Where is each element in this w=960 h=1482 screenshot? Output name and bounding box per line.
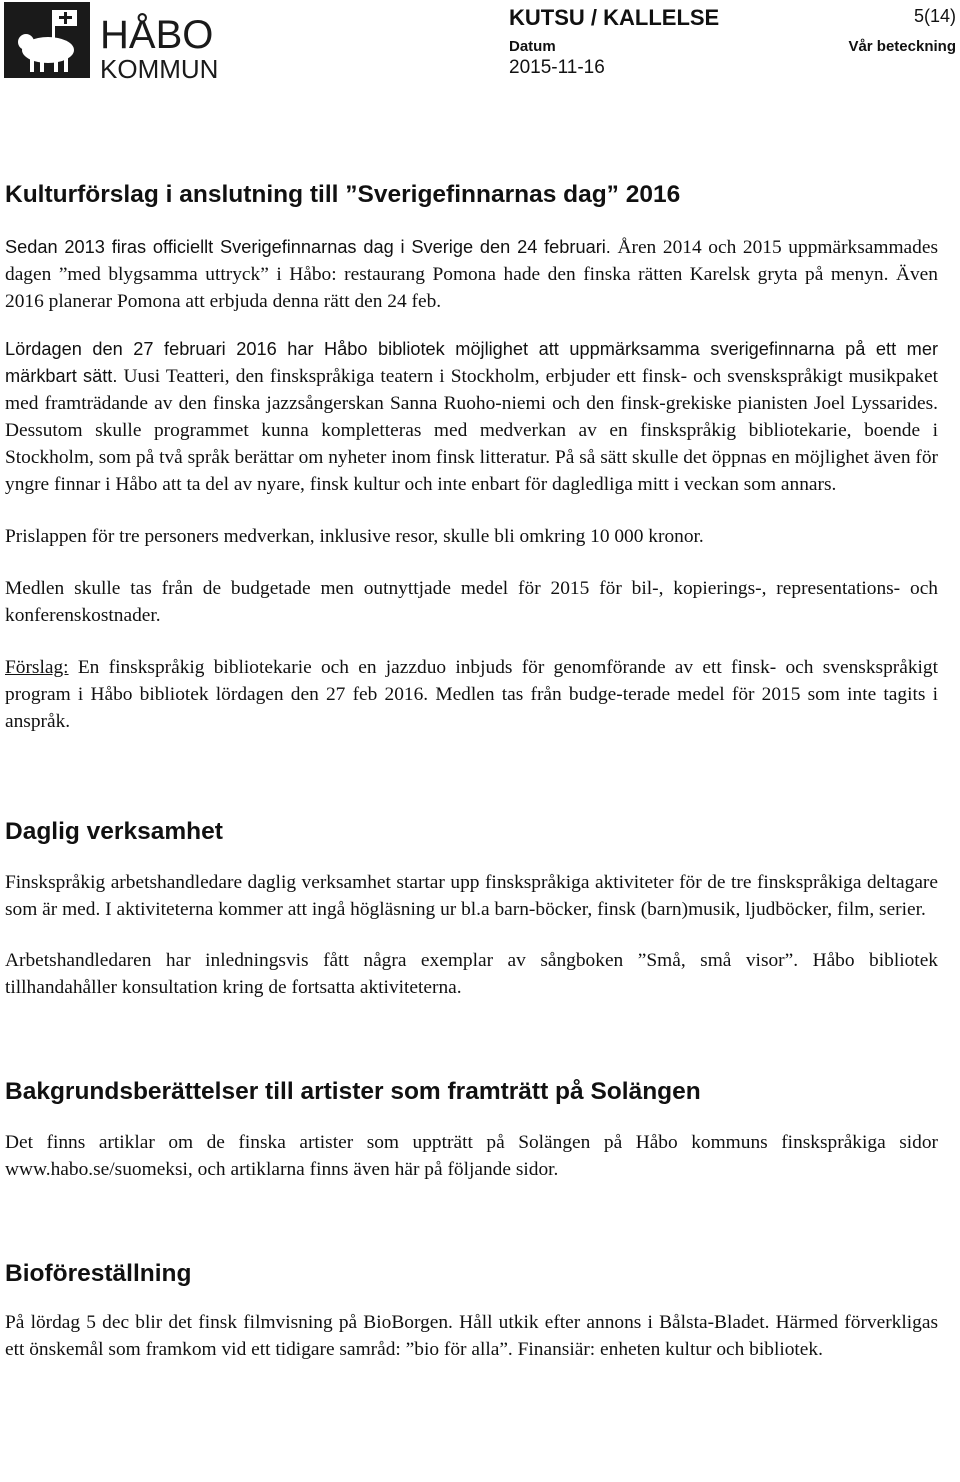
logo-name-line2: KOMMUN: [100, 54, 219, 82]
habo-kommun-logo: [4, 2, 234, 82]
section-title-daglig: Daglig verksamhet: [5, 818, 223, 845]
paragraph-kultur-2: [5, 336, 938, 498]
paragraph-kultur-2-lead: Lördagen den 27 februari 2016 har Håbo bibliotek möjlighet att uppmärksamma sverigefinnarna på ett mer märkbart sätt.: [5, 339, 938, 386]
date-value: 2015-11-16: [509, 57, 605, 78]
proposal-text: En finskspråkig bibliotekarie och en jazzduo inbjuds för genomförande av ett finsk- och svenskspråkigt program i Håbo bibliotek lördagen den 27 feb 2016. Medlen tas från budge-terade medel för 2015 som inte tagits i anspråk.: [5, 657, 938, 732]
paragraph-kultur-1-lead: Sedan 2013 firas officiellt Sverigefinnarnas dag i Sverige den 24 februari.: [5, 237, 611, 257]
paragraph-kultur-5: [5, 654, 938, 735]
paragraph-kultur-1: [5, 234, 938, 315]
paragraph-kultur-2-c: Dessutom skulle programmet kunna kompletteras med medverkan av en finskspråkig bibliotekarie, boende i Stockholm, som på två språk berättar om nyheter inom finsk litteratur.: [5, 420, 938, 468]
paragraph-daglig-2: Arbetshandledaren har inledningsvis fått några exemplar av sångboken ”Små, små visor”. Håbo bibliotek tillhandahåller konsultation kring de fortsatta aktiviteterna.: [5, 950, 938, 998]
date-label: Datum: [509, 38, 556, 55]
paragraph-bakgrund-1: Det finns artiklar om de finska artister som uppträtt på Solängen på Håbo kommuns finskspråkiga sidor www.habo.se/suomeksi, och artiklarna finns även här på följande sidor.: [5, 1132, 938, 1180]
section-title-bakgrund: Bakgrundsberättelser till artister som framträtt på Solängen: [5, 1078, 701, 1105]
paragraph-kultur-2-b: Uusi Teatteri, den finskspråkiga teatern i Stockholm, erbjuder ett finsk- och svenskspråkigt musikpaket med framträdande av den finska jazzsångerskan Sanna Ruoho-niemi och den finsk-grekiske pianisten Joel Lyssarides.: [5, 366, 938, 414]
paragraph-daglig-1: Finskspråkig arbetshandledare daglig verksamhet startar upp finskspråkiga aktiviteter för de tre finskspråkiga deltagare som är med. I aktiviteterna kommer att ingå högläsning ur bl.a barn-böcker, finsk (barn)musik, ljudböcker, film, serier.: [5, 872, 938, 920]
reference-label: Vår beteckning: [848, 38, 956, 55]
paragraph-kultur-4: Medlen skulle tas från de budgetade men outnyttjade medel för 2015 för bil-, kopierings-, representations- och konferenskostnader.: [5, 578, 938, 626]
proposal-label: Förslag:: [5, 657, 69, 678]
paragraph-kultur-3: Prislappen för tre personers medverkan, inklusive resor, skulle bli omkring 10 000 kronor.: [5, 526, 704, 547]
document-type: KUTSU / KALLELSE: [509, 5, 720, 30]
section-title-kultur: Kulturförslag i anslutning till ”Sverigefinnarnas dag” 2016: [5, 181, 681, 208]
document-body: [5, 180, 938, 1363]
paragraph-kultur-2-d: På så sätt skulle det öppnas en möjlighet även för yngre finnar i Håbo att ta del av nyare, finsk kultur och inte enbart för dagledliga mitt i veckan som annars.: [5, 447, 938, 495]
sheep-emblem-icon: [4, 2, 234, 82]
logo-name-line1: HÅBO: [100, 13, 214, 57]
paragraph-bio-1: På lördag 5 dec blir det finsk filmvisning på BioBorgen. Håll utkik efter annons i Bålsta-Bladet. Härmed förverkligas ett önskemål som framkom vid ett tidigare samråd: ”bio för alla”. Finansiär: enheten kultur och bibliotek.: [5, 1312, 938, 1360]
section-title-bio: Bioföreställning: [5, 1260, 192, 1287]
paragraph-kultur-1-rest: Åren 2014 och 2015 uppmärksammades dagen ”med blygsamma uttryck” i Håbo: restaurang Pomona hade den finska rätten Karelsk gryta på menyn. Även 2016 planerar Pomona att erbjuda denna rätt den 24 feb.: [5, 237, 938, 312]
page-number: 5(14): [913, 6, 956, 26]
